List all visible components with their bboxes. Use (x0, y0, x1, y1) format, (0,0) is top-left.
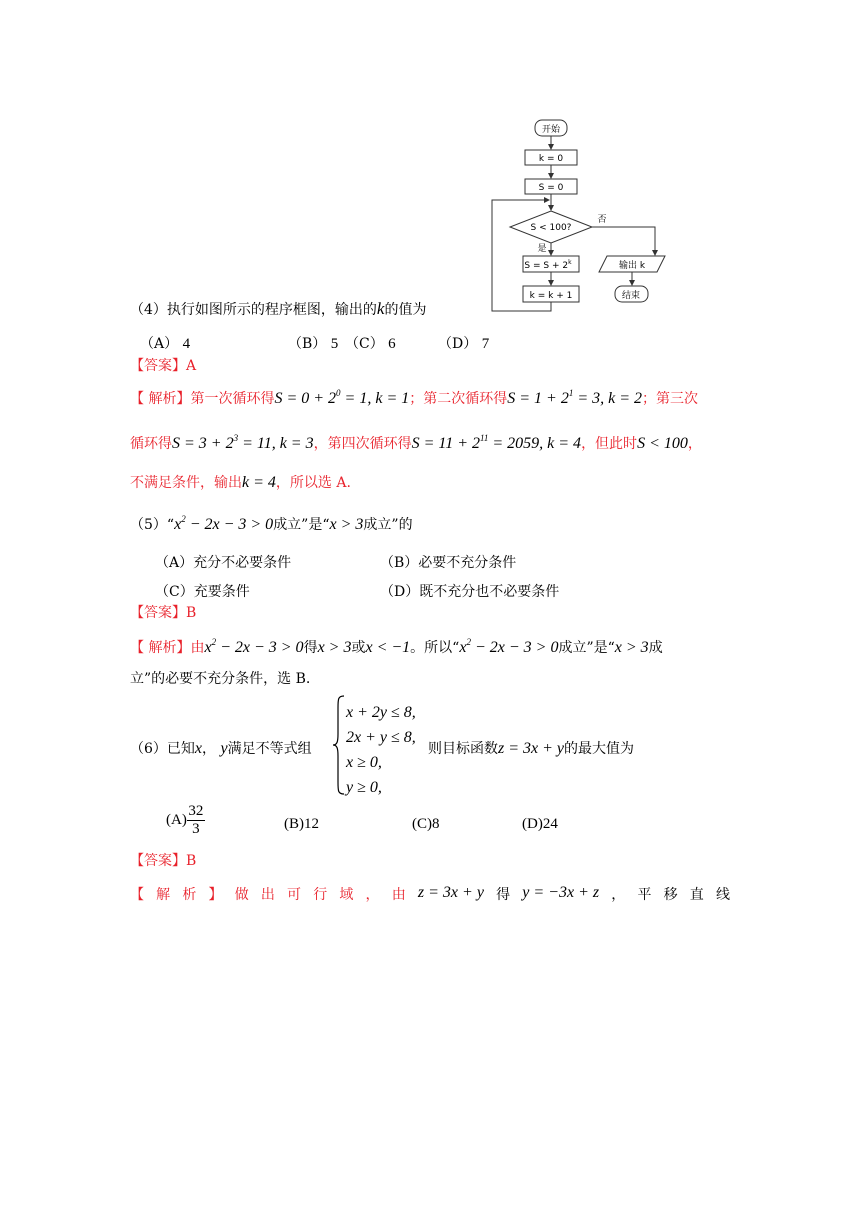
flow-end-label: 结束 (621, 291, 641, 301)
inequality-2: 2x + y ≤ 8, (346, 729, 416, 746)
inequality-system (346, 700, 416, 800)
q5-option-a: （A）充分不必要条件 (155, 555, 292, 571)
q5-answer: 【答案】B (130, 605, 197, 621)
q6-analysis-line: 【 解 析 】 做 出 可 行 域 ， 由 z = 3x + y 得 y = −3x + z ， 平 移 直 线 (130, 884, 730, 903)
q4-option-b: （B） 5 (288, 336, 339, 352)
flow-output-label: 输出 k (618, 261, 646, 271)
flow-yes-label: 是 (537, 244, 547, 254)
q5-stem: $(5)“x^2 - 2x - 3 > 0$成立”是“x > 3成立”的 (130, 514, 413, 533)
flow-k-init-label: k = 0 (538, 154, 564, 164)
q4-analysis-line-1: 【 解析】第一次循环得$S = 0 + 2^0 = 1$, k = 1；第二次循环得$S = 1 + 2^1 = 3$, k = 2；第三次 (130, 388, 699, 407)
flow-update-k-label: k = k + 1 (529, 291, 573, 301)
q5-option-b: （B）必要不充分条件 (380, 555, 517, 571)
q6-option-b: (B)12 (284, 816, 319, 832)
q5-option-d: （D）既不充分也不必要条件 (380, 584, 560, 600)
fraction-32-3: $\frac{32}{3}$ (188, 803, 204, 837)
q4-analysis-line-2: 循环得$S = 3 + 2^3 = 11$, k = 3，第四次循环得$S = 11 + 2^{11} = 2059$, k = 4，但此时S < 100， (130, 433, 702, 452)
flow-no-label: 否 (597, 215, 607, 225)
flow-start-label: 开始 (541, 125, 561, 135)
flow-condition-label: S < 100? (530, 223, 572, 233)
flow-s-init-label: S = 0 (538, 183, 564, 193)
q6-stem-prefix: （6）已知x， y满足不等式组 (130, 740, 312, 757)
q6-option-c: (C)8 (412, 816, 440, 832)
q4-option-c: （C） 6 (345, 336, 396, 352)
inequality-4: y ≥ 0, (346, 779, 382, 796)
q6-option-a: (A) $\frac{32}{3}$ (166, 803, 204, 837)
inequality-1: x + 2y ≤ 8, (346, 704, 416, 721)
left-brace (332, 694, 346, 796)
q6-option-d: (D)24 (522, 816, 558, 832)
q4-option-d: （D） 7 (438, 336, 490, 352)
q4-stem: （4）执行如图所示的程序框图，输出的k的值为 (130, 299, 427, 318)
q5-analysis-line-1: 【 解析】由$x^2 - 2x - 3 > 0$得x > 3或x < −1。所以“$x^2 - 2x - 3 > 0$成立”是“x > 3成 (130, 637, 663, 656)
inequality-3: x ≥ 0, (346, 754, 382, 771)
no-branch-line (592, 227, 655, 255)
q4-options (140, 333, 500, 353)
q6-stem-suffix: 则目标函数z = 3x + y的最大值为 (428, 740, 635, 757)
q5-option-c: （C）充要条件 (155, 584, 250, 600)
program-flowchart (480, 112, 690, 317)
q6-answer: 【答案】B (130, 853, 197, 869)
q4-answer: 【答案】A (130, 358, 197, 374)
q4-option-a: （A） 4 (140, 336, 191, 352)
q5-analysis-line-2: 立”的必要不充分条件，选 B. (130, 671, 311, 687)
q4-analysis-line-3: 不满足条件，输出k = 4，所以选 A. (130, 474, 351, 491)
flow-update-s-label: $S = S + 2^k$ (524, 259, 572, 271)
